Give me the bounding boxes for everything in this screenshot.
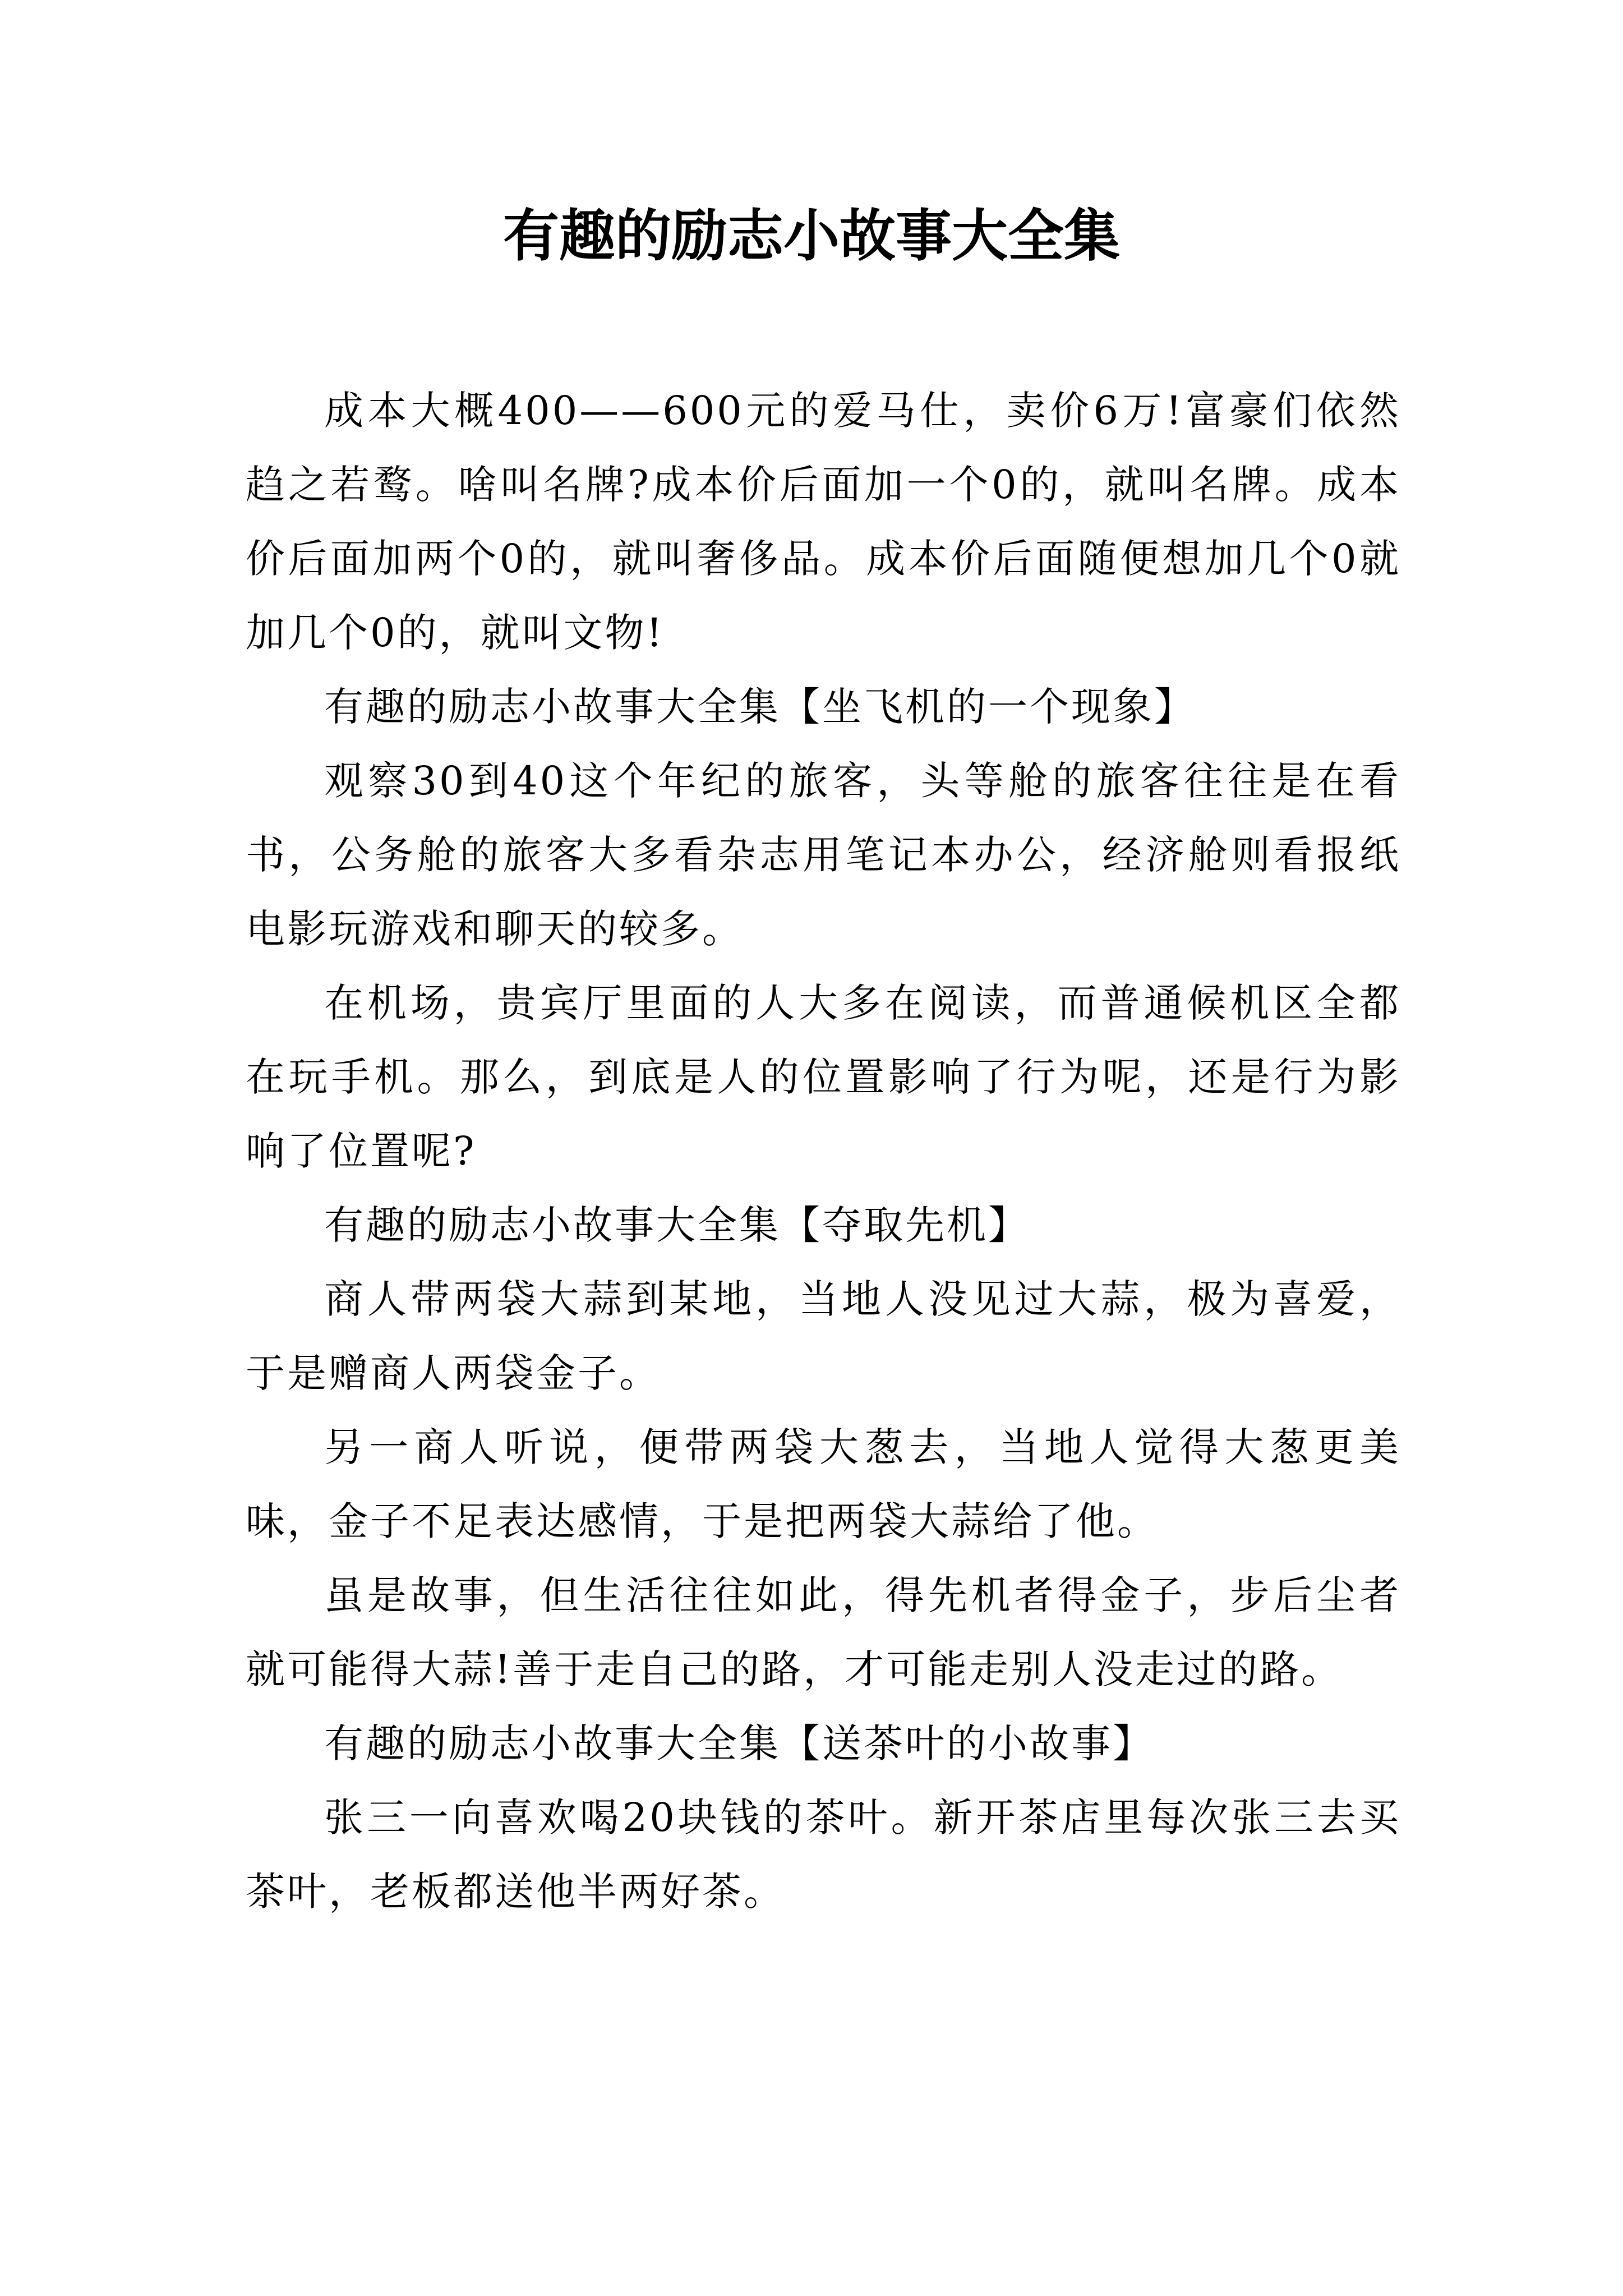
paragraph: 观察30到40这个年纪的旅客，头等舱的旅客往往是在看书，公务舱的旅客大多看杂志用笔记本办公，经济舱则看报纸电影玩游戏和聊天的较多。 — [246, 758, 1401, 952]
paragraph: 张三一向喜欢喝20块钱的茶叶。新开茶店里每次张三去买茶叶，老板都送他半两好茶。 — [246, 1795, 1401, 1915]
section-heading: 有趣的励志小故事大全集【送茶叶的小故事】 — [324, 1720, 1154, 1766]
paragraph: 商人带两袋大蒜到某地，当地人没见过大蒜，极为喜爱，于是赠商人两袋金子。 — [246, 1276, 1401, 1396]
paragraph: 另一商人听说，便带两袋大葱去，当地人觉得大葱更美味，金子不足表达感情，于是把两袋大蒜给了他。 — [246, 1424, 1401, 1544]
section-heading: 有趣的励志小故事大全集【坐飞机的一个现象】 — [324, 684, 1196, 730]
section-heading: 有趣的励志小故事大全集【夺取先机】 — [324, 1202, 1030, 1248]
paragraph: 在机场，贵宾厅里面的人大多在阅读，而普通候机区全都在玩手机。那么，到底是人的位置影响了行为呢，还是行为影响了位置呢? — [246, 980, 1401, 1174]
paragraph: 虽是故事，但生活往往如此，得先机者得金子，步后尘者就可能得大蒜!善于走自己的路，才可能走别人没走过的路。 — [246, 1572, 1401, 1692]
paragraph: 成本大概400——600元的爱马仕，卖价6万!富豪们依然趋之若鹜。啥叫名牌?成本价后面加一个0的，就叫名牌。成本价后面加两个0的，就叫奢侈品。成本价后面随便想加几个0就加几个0的，就叫文物! — [246, 388, 1401, 656]
document-title: 有趣的励志小故事大全集 — [503, 203, 1120, 269]
document-body — [246, 374, 1401, 1929]
